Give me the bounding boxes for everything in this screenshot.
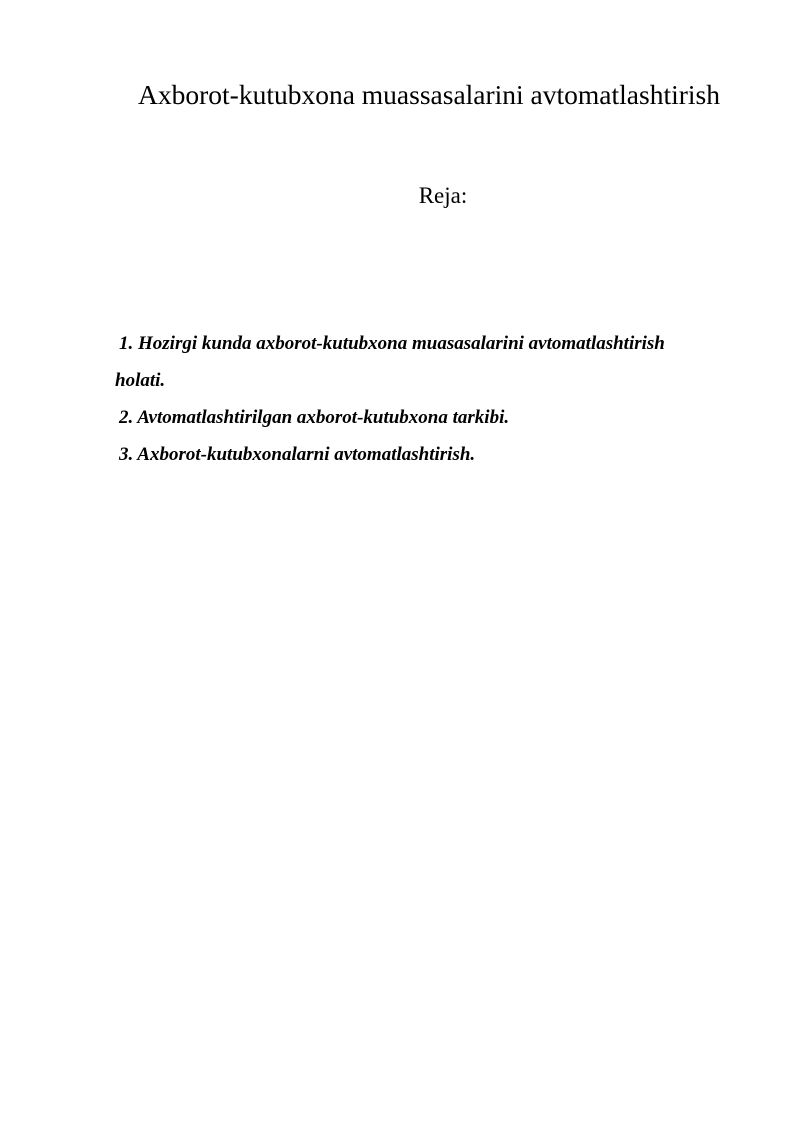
plan-item-number: 2. xyxy=(119,407,134,428)
plan-item-1 xyxy=(115,325,755,399)
plan-item-number: 3. xyxy=(119,444,134,465)
plan-item-text: Hozirgi kunda axborot-kutubxona muasasalarini avtomatlashtirish xyxy=(138,333,665,354)
plan-item-text: Axborot-kutubxonalarni avtomatlashtirish. xyxy=(137,444,476,465)
plan-item-3 xyxy=(115,436,755,473)
plan-item-number: 1. xyxy=(119,333,134,354)
plan-item-text: Avtomatlashtirilgan axborot-kutubxona tarkibi. xyxy=(137,407,510,428)
plan-item-continuation: holati. xyxy=(115,370,166,391)
plan-heading: Reja: xyxy=(418,183,468,208)
plan-list xyxy=(115,325,755,473)
plan-item-2 xyxy=(115,399,755,436)
document-title: Axborot-kutubxona muassasalarini avtomatlashtirish xyxy=(138,79,720,110)
